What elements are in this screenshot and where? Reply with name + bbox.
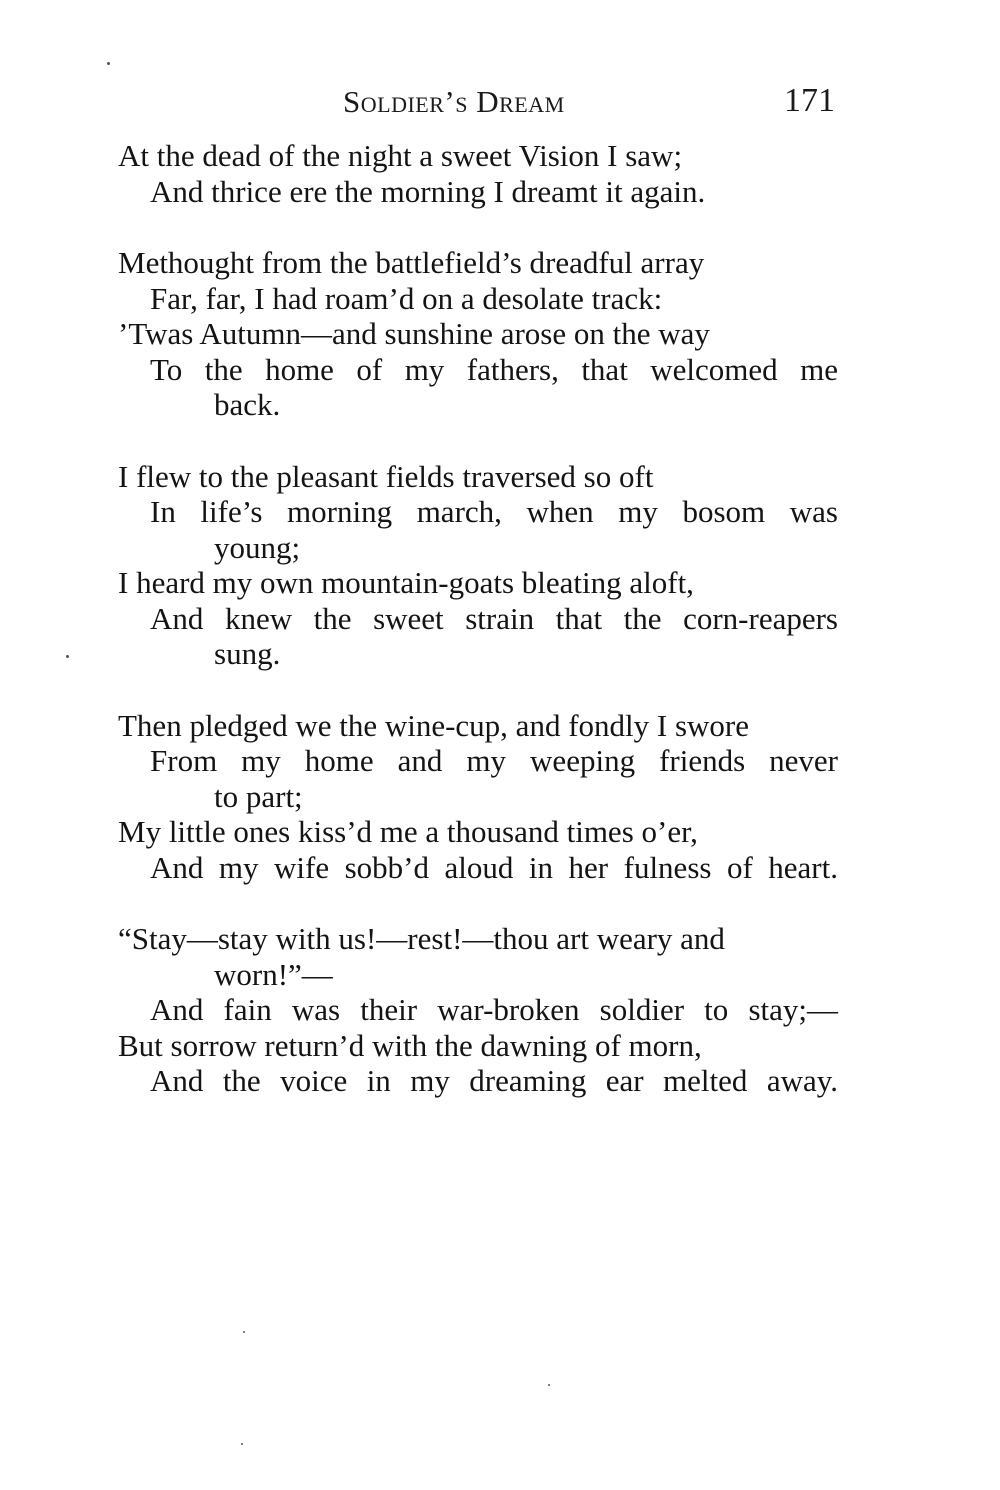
poem-line: Then pledged we the wine-cup, and fondly I swore <box>118 707 749 743</box>
stanza-5 <box>118 921 838 1099</box>
poem-line: And fain was their war-broken soldier to stay;— <box>150 992 838 1027</box>
poem-line-turnover: sung. <box>214 636 281 671</box>
print-speck <box>243 1331 245 1333</box>
poem-line: “Stay—stay with us!—rest!—thou art weary and <box>118 921 725 956</box>
poem-line: And my wife sobb’d aloud in her fulness of heart. <box>150 849 838 885</box>
running-head <box>0 84 1000 124</box>
poem-body <box>118 138 838 1135</box>
print-speck <box>107 62 110 65</box>
stanza-2 <box>118 245 838 423</box>
poem-line: From my home and my weeping friends never <box>150 743 838 778</box>
poem-line-turnover: young; <box>214 529 301 565</box>
poem-line: And thrice ere the morning I dreamt it again. <box>150 173 706 209</box>
page-number: 171 <box>784 82 835 119</box>
poem-line: Methought from the battlefield’s dreadful array <box>118 245 705 280</box>
poem-line: ’Twas Autumn—and sunshine arose on the way <box>118 316 710 351</box>
poem-line: And the voice in my dreaming ear melted away. <box>150 1063 838 1098</box>
poem-line: But sorrow return’d with the dawning of morn, <box>118 1027 702 1063</box>
poem-line-turnover: worn!”— <box>214 956 333 992</box>
print-speck <box>66 655 69 658</box>
stanza-1 <box>118 138 838 209</box>
running-title: Soldier’s Dream <box>343 84 565 119</box>
stanza-4 <box>118 708 838 886</box>
poem-line: I heard my own mountain-goats bleating aloft, <box>118 565 694 600</box>
poem-line-turnover: to part; <box>214 778 303 814</box>
print-speck <box>241 1443 243 1445</box>
poem-line: And knew the sweet strain that the corn-reapers <box>150 600 838 636</box>
poem-line: To the home of my fathers, that welcomed me <box>150 351 838 387</box>
stanza-3 <box>118 459 838 672</box>
print-speck <box>548 1384 550 1386</box>
poem-line-turnover: back. <box>214 387 281 422</box>
poem-line: I flew to the pleasant fields traversed so oft <box>118 458 654 494</box>
poem-line: At the dead of the night a sweet Vision I saw; <box>118 138 683 173</box>
poem-line: My little ones kiss’d me a thousand times o’er, <box>118 814 698 849</box>
poem-line: Far, far, I had roam’d on a desolate track: <box>150 280 663 316</box>
poem-line: In life’s morning march, when my bosom was <box>150 494 838 529</box>
